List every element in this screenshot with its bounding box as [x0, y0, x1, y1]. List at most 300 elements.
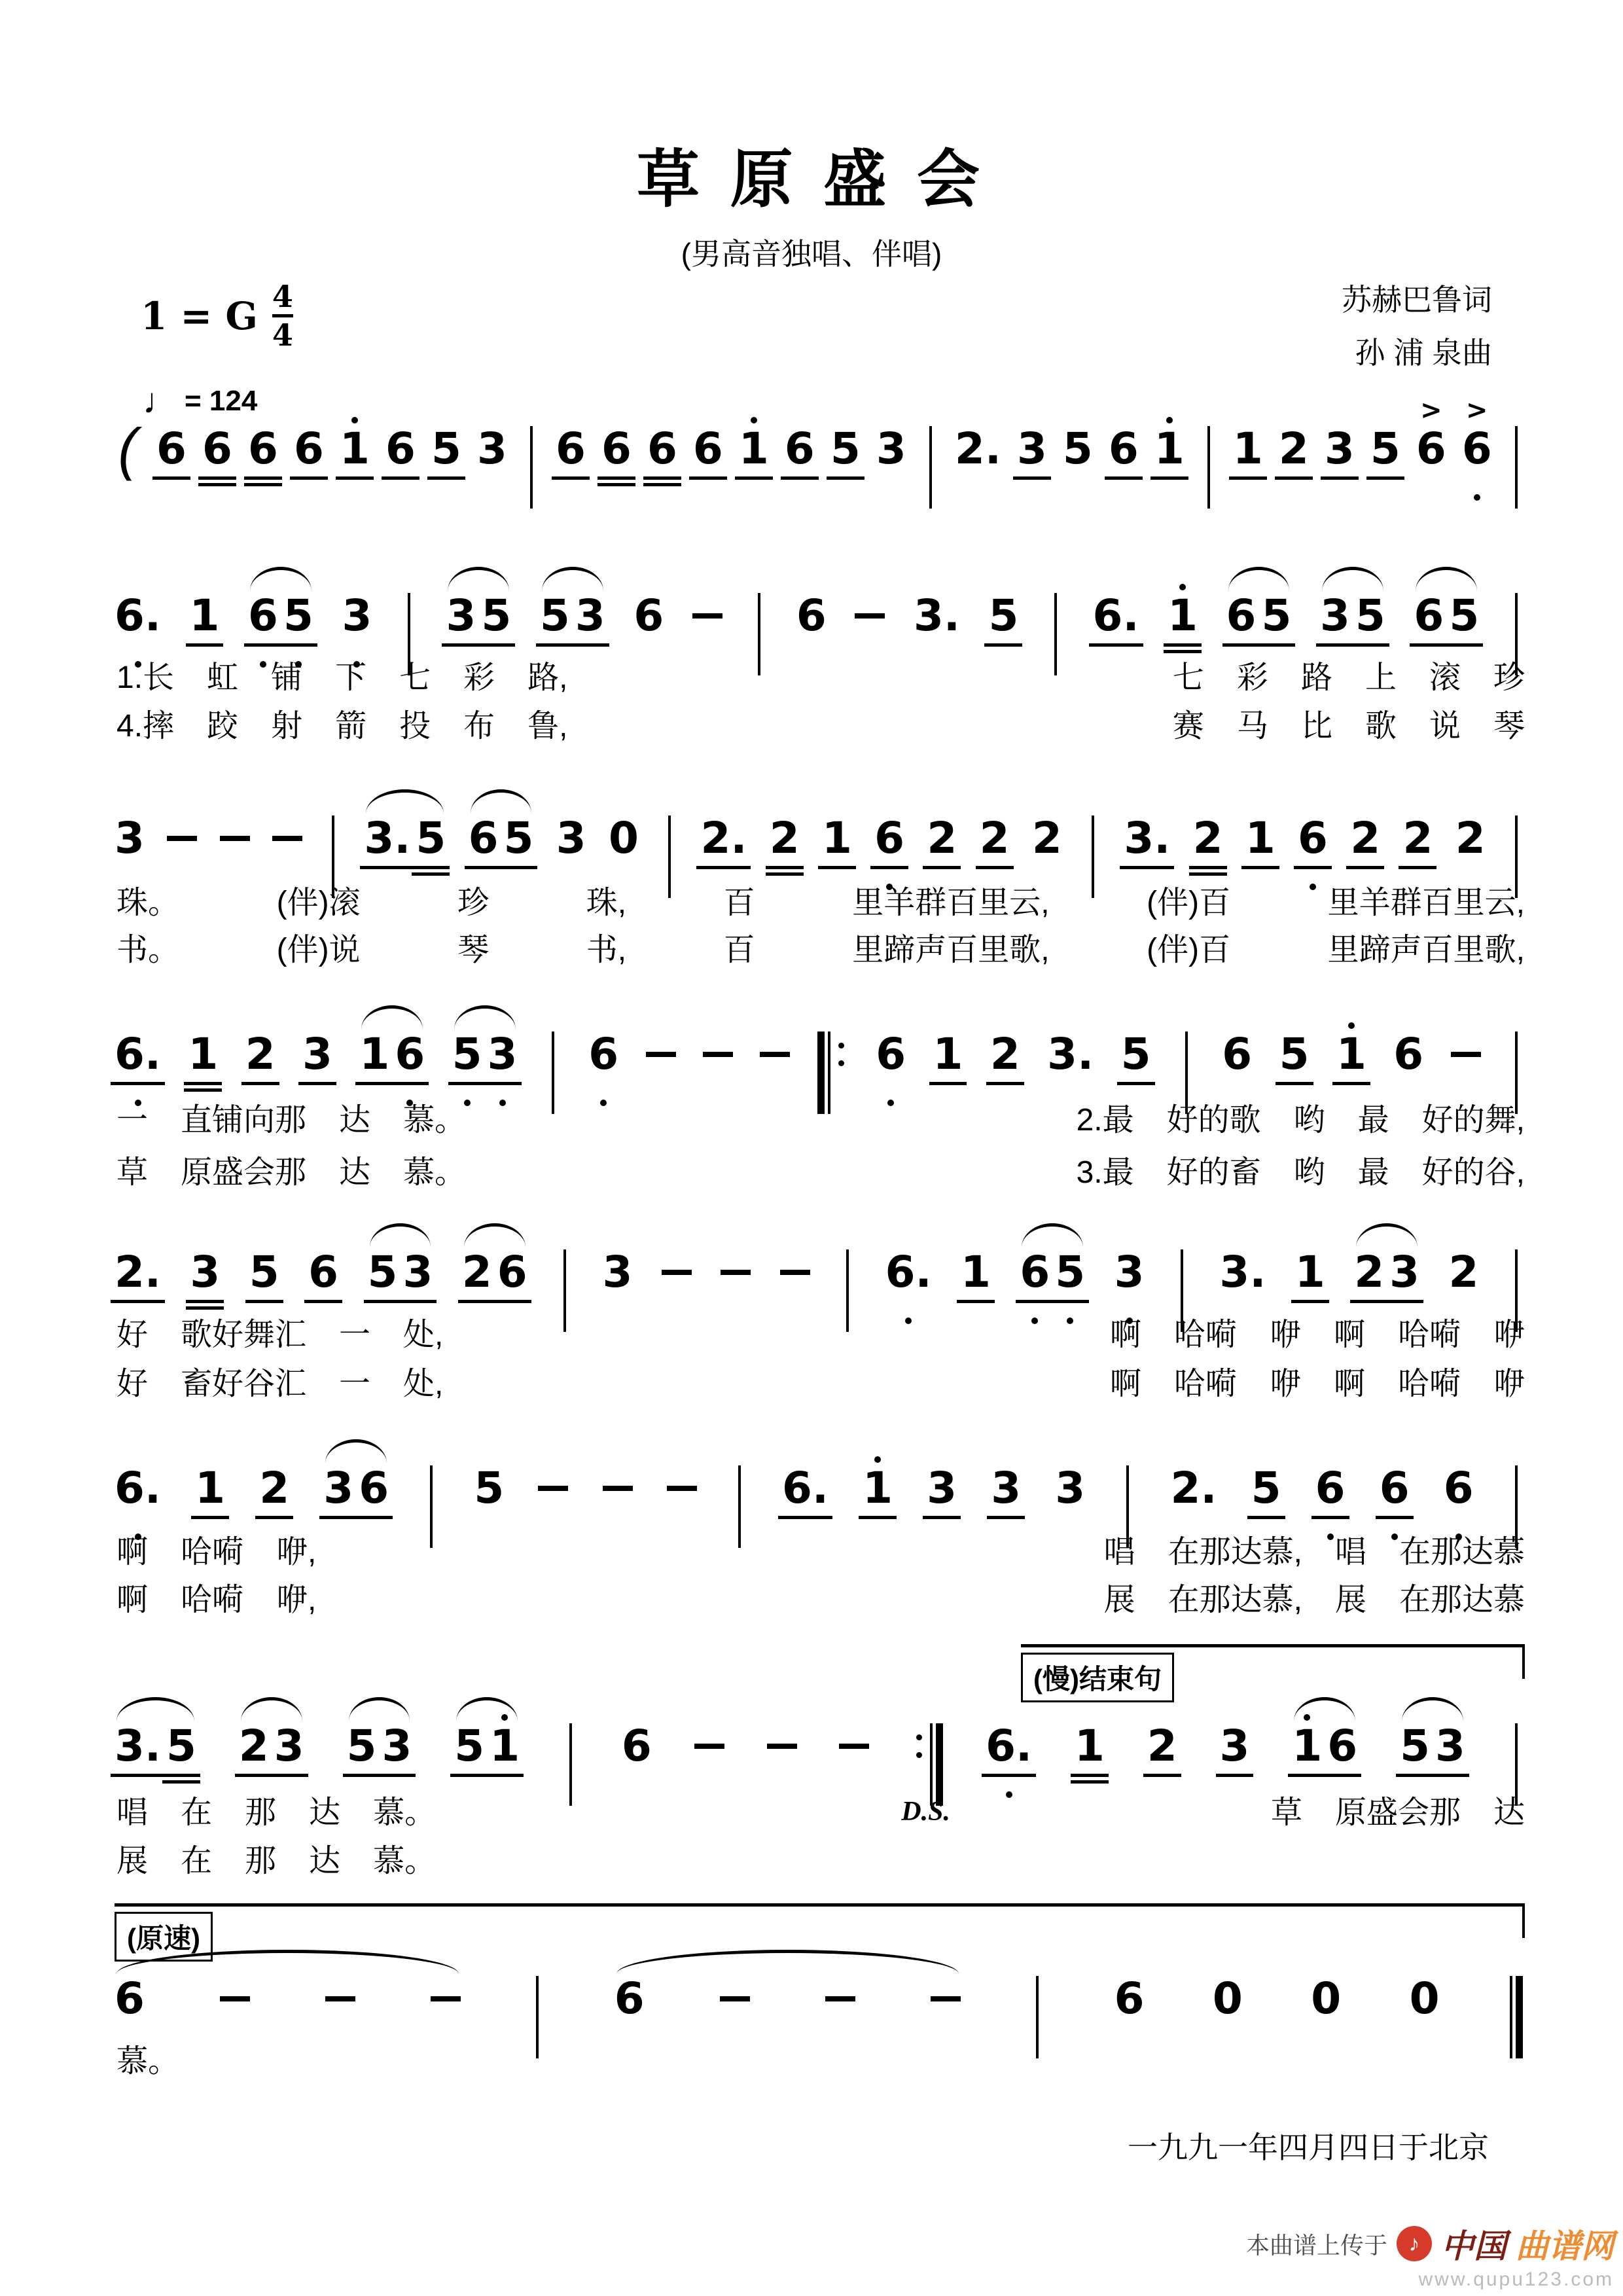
note-digit: 6.	[1092, 590, 1139, 641]
note-digit: 6	[876, 1029, 906, 1079]
note	[477, 397, 507, 507]
note-digit: 5	[416, 813, 446, 863]
lyric-syllable: 咿,	[276, 1535, 317, 1570]
note-digit: 5	[474, 1463, 505, 1513]
note-digit: 0	[1311, 1973, 1342, 2024]
beam-line	[766, 866, 804, 869]
lyric-syllable: 一	[339, 1367, 371, 1401]
beam-line	[355, 1082, 393, 1085]
lyric-syllable: 啊	[1109, 1367, 1141, 1401]
beam-line	[923, 1516, 961, 1519]
lyric-syllable: 2.最	[1076, 1103, 1134, 1138]
barline	[523, 397, 540, 507]
credits	[1342, 274, 1492, 379]
lyrics-row	[116, 1526, 1525, 1571]
note-digit: 5	[481, 590, 512, 641]
site-name-net[interactable]: 曲谱网	[1516, 2228, 1614, 2265]
note-digit: 6	[647, 423, 677, 474]
beam-line	[976, 866, 1014, 869]
note-digit: 3	[487, 1029, 518, 1079]
lyric-syllable: 咿	[1269, 1318, 1301, 1352]
lyric-syllable: 哟	[1293, 1155, 1325, 1190]
song-title: 草 原 盛 会	[636, 145, 986, 215]
note-digit: 6.	[885, 1247, 932, 1297]
beam-line	[198, 483, 236, 486]
note	[385, 397, 416, 507]
beam-line	[319, 1516, 357, 1519]
note-digit: 2	[1448, 1247, 1479, 1297]
note-digit: 0	[608, 813, 639, 863]
lyric-syllable: 哈嗬	[1397, 1367, 1461, 1401]
note-digit: 6	[1327, 1721, 1358, 1771]
beam-line	[1321, 476, 1359, 480]
lyric-syllable: 1.长	[116, 660, 175, 695]
beam-line	[1164, 643, 1202, 647]
dash-mark	[646, 1052, 676, 1057]
note-digit: 2	[245, 1029, 276, 1079]
note-digit: 6	[601, 423, 632, 474]
lyric-syllable: 咿	[1493, 1367, 1525, 1401]
lyric-syllable: 路	[1300, 660, 1332, 695]
dash-mark	[721, 1270, 751, 1275]
beam-line	[186, 1300, 224, 1303]
note-digit: 3.	[1124, 813, 1171, 863]
note-digit: 2	[979, 813, 1010, 863]
repeat-dot	[838, 1060, 844, 1066]
lyric-syllable: 里蹄声百里歌,	[1327, 933, 1525, 967]
beam-line	[244, 483, 282, 486]
beam-line	[982, 1774, 1036, 1777]
lyric-syllable: 在那达慕	[1399, 1535, 1525, 1570]
lyric-syllable: 里蹄声百里歌,	[852, 933, 1050, 967]
lyric-syllable: 琴	[457, 933, 490, 967]
beam-line	[244, 643, 282, 647]
note-digit: 3	[602, 1247, 633, 1297]
note-digit: 3	[382, 1721, 412, 1771]
beam-line	[859, 1516, 897, 1519]
note	[785, 397, 815, 507]
open-paren	[115, 397, 141, 507]
slur-arc	[116, 1950, 459, 1974]
lyric-syllable: 展	[116, 1844, 149, 1878]
beam-line	[1350, 1300, 1388, 1303]
site-watermark	[1246, 2220, 1614, 2291]
lyric-syllable: 草	[116, 1155, 149, 1190]
note-digit: 6.	[986, 1721, 1033, 1771]
beam-line	[1117, 1082, 1155, 1085]
high-octave-dot	[1348, 1022, 1355, 1029]
note	[647, 397, 677, 507]
note	[1109, 397, 1139, 507]
note-digit: 3.	[913, 590, 960, 641]
bar-stroke	[929, 426, 932, 509]
lyric-syllable: 赛	[1172, 709, 1204, 744]
note-digit: 6	[1020, 1247, 1050, 1297]
site-url[interactable]: www.qupu123.com	[1418, 2269, 1614, 2290]
lyric-syllable: 处,	[403, 1318, 444, 1352]
watermark-prefix: 本曲谱上传于	[1245, 2231, 1387, 2259]
lyric-syllable: 处,	[403, 1367, 444, 1401]
lyric-syllable: 慕。	[116, 2044, 180, 2079]
note-digit: 2.	[115, 1247, 161, 1297]
note-digit: 3	[927, 1463, 957, 1513]
note-digit: 3	[876, 423, 906, 474]
note-digit: 3.	[115, 1721, 161, 1771]
dash-mark	[431, 1996, 461, 2001]
note-digit: 2	[1147, 1721, 1177, 1771]
note-digit: 6.	[115, 590, 161, 641]
lyric-syllable: 跤	[207, 709, 239, 744]
note	[830, 397, 861, 507]
note	[1154, 397, 1185, 507]
note-digit: 1	[1232, 423, 1263, 474]
note-digit: 6	[874, 813, 905, 863]
beam-line	[1120, 866, 1174, 869]
note-digit: 1	[359, 1029, 390, 1079]
beam-line	[552, 476, 590, 480]
barline	[1508, 397, 1525, 507]
note	[202, 397, 232, 507]
note	[1279, 397, 1309, 507]
note-digit: 5	[1120, 1029, 1151, 1079]
note-digit: 6	[1414, 590, 1444, 641]
note-digit: 3	[1219, 1721, 1250, 1771]
note-digit: 5	[539, 590, 570, 641]
beam-line	[1396, 1774, 1434, 1777]
lyric-syllable: 珍	[457, 886, 490, 920]
note-digit: 6	[1298, 813, 1328, 863]
repeat-dot	[916, 1752, 922, 1758]
lyric-syllable: 铺	[271, 660, 303, 695]
note-digit: 6	[1315, 1463, 1346, 1513]
dash-mark	[272, 836, 302, 841]
lyric-syllable: 珍	[1493, 660, 1525, 695]
barline	[1200, 397, 1217, 507]
beam-line	[477, 643, 515, 647]
lyric-syllable: 达	[309, 1844, 341, 1878]
dash-mark	[855, 613, 885, 619]
lyric-syllable: 彩	[463, 660, 495, 695]
beam-line	[827, 476, 865, 480]
lyric-syllable: 啊	[1333, 1367, 1365, 1401]
lyric-syllable: 歌	[1364, 709, 1397, 744]
lyrics-row	[116, 1094, 1525, 1139]
lyric-syllable: 咿	[1493, 1318, 1525, 1352]
note-digit: 6	[1393, 1029, 1424, 1079]
beam-line	[298, 1082, 336, 1085]
beam-line	[191, 1516, 229, 1519]
beam-line	[235, 1774, 273, 1777]
site-name-cn[interactable]: 中国	[1441, 2228, 1507, 2265]
note-digit: 1	[1292, 1721, 1323, 1771]
note	[1233, 397, 1263, 507]
lyric-syllable: 慕。	[373, 1844, 437, 1878]
note	[955, 397, 1001, 507]
lyric-syllable: 展	[1103, 1583, 1135, 1617]
lyric-syllable: 里羊群百里云,	[1327, 886, 1525, 920]
dash-mark	[767, 1744, 797, 1749]
note-digit: 6	[1443, 1463, 1474, 1513]
lyric-syllable: 虹	[207, 660, 239, 695]
note-digit: 5	[367, 1247, 398, 1297]
lyric-syllable: 比	[1300, 709, 1332, 744]
note-digit: 5	[283, 590, 313, 641]
lyric-syllable: 最	[1357, 1155, 1389, 1190]
lyric-syllable: 咿	[1269, 1367, 1301, 1401]
note-digit: 3	[1114, 1247, 1145, 1297]
lyric-syllable: 百	[723, 886, 755, 920]
lyric-syllable: 原盛会那	[181, 1155, 307, 1190]
note-digit: 6	[395, 1029, 425, 1079]
beam-line	[448, 1082, 486, 1085]
lyric-syllable: 好的舞,	[1421, 1103, 1525, 1138]
note-digit: 6	[1114, 1973, 1145, 2024]
slur-arc	[616, 1950, 959, 1974]
beam-line	[245, 1300, 283, 1303]
beam-line	[162, 1774, 200, 1777]
beam-line	[391, 1082, 429, 1085]
note-digit: 1	[1154, 423, 1185, 474]
beam-line	[1288, 1774, 1326, 1777]
beam-line	[781, 476, 819, 480]
note-digit: 6	[115, 1973, 145, 2024]
note-digit: 6	[555, 423, 586, 474]
lyric-syllable: 鲁,	[527, 709, 568, 744]
beam-line	[1150, 476, 1188, 480]
note-digit: 6	[1416, 423, 1446, 474]
lyric-syllable: 歌好舞汇	[181, 1318, 307, 1352]
beam-line	[186, 643, 224, 647]
note-digit: 6	[497, 1247, 527, 1297]
beam-line	[1311, 1516, 1349, 1519]
note-digit: 5	[1062, 423, 1093, 474]
beam-line	[689, 476, 727, 480]
note-digit: 5	[1449, 590, 1480, 641]
lyric-syllable: 哈嗬	[181, 1535, 244, 1570]
beam-line	[290, 476, 328, 480]
note-digit: 6	[385, 423, 416, 474]
note-digit: 2.	[1170, 1463, 1217, 1513]
beam-line	[1275, 1082, 1313, 1085]
beam-line	[923, 866, 961, 869]
repeat-dot	[838, 1043, 844, 1049]
note-digit: 1	[1294, 1247, 1325, 1297]
note-digit: 3.	[1219, 1247, 1266, 1297]
bar-stroke	[1515, 426, 1518, 509]
lyric-syllable: 3.最	[1076, 1155, 1134, 1190]
note	[1462, 397, 1492, 507]
lyrics-row	[116, 924, 1525, 969]
note-digit: 5	[454, 1721, 485, 1771]
lyric-syllable: 那	[245, 1844, 277, 1878]
note-digit: 6	[1379, 1463, 1410, 1513]
note-digit: 6	[796, 590, 827, 641]
lyric-syllable: 七	[399, 660, 431, 695]
dash-mark	[839, 1744, 869, 1749]
beam-line	[984, 643, 1022, 647]
beam-line	[1229, 476, 1267, 480]
dash-mark	[1451, 1052, 1481, 1057]
time-denominator: 4	[272, 317, 293, 353]
low-octave-dot	[1474, 494, 1480, 501]
note-digit: 3	[1319, 590, 1350, 641]
repeat-dots	[916, 1722, 922, 1770]
lyric-syllable: 原盛会那	[1334, 1795, 1461, 1830]
lyric-syllable: 好	[116, 1367, 149, 1401]
beam-line	[1316, 643, 1354, 647]
beam-line	[484, 1082, 522, 1085]
note-digit: 6	[588, 1029, 619, 1079]
lyric-syllable: 在那达慕,	[1168, 1583, 1302, 1617]
note-digit: 5	[1370, 423, 1400, 474]
beam-line	[198, 476, 236, 480]
lyric-syllable: 路,	[527, 660, 568, 695]
beam-line	[486, 1774, 524, 1777]
dash-mark	[692, 613, 722, 619]
beam-line	[536, 643, 574, 647]
beam-line	[111, 1300, 165, 1303]
beam-line	[597, 476, 635, 480]
beam-line	[696, 866, 751, 869]
music-line-1	[115, 397, 1525, 507]
high-octave-dot	[1166, 417, 1173, 423]
lyrics-row	[116, 652, 1525, 697]
note-digit: 2	[1192, 813, 1223, 863]
beam-line	[957, 1300, 995, 1303]
note-digit: 1	[1336, 1029, 1366, 1079]
note-digit: 5	[249, 1247, 279, 1297]
note-digit: 6	[468, 813, 499, 863]
note-digit: 2	[1278, 423, 1309, 474]
lyric-syllable: 上	[1364, 660, 1397, 695]
beam-line	[986, 1082, 1024, 1085]
note-digit: 2	[1455, 813, 1486, 863]
beam-line	[1247, 1516, 1285, 1519]
note-digit: 0	[1212, 1973, 1243, 2024]
beam-line	[378, 1774, 416, 1777]
beam-line	[1241, 866, 1279, 869]
lyrics-row	[116, 700, 1525, 745]
note-digit: 6	[784, 423, 815, 474]
note-digit: 0	[1409, 1973, 1440, 2024]
beam-line	[493, 1300, 531, 1303]
note-digit: 5	[988, 590, 1019, 641]
lyric-syllable: 哈嗬	[1173, 1367, 1237, 1401]
lyric-syllable: 好的谷,	[1421, 1155, 1525, 1190]
note-digit: 3	[476, 423, 507, 474]
note-digit: 2	[461, 1247, 492, 1297]
note-digit: 1	[821, 813, 852, 863]
note-digit: 6	[614, 1973, 645, 2024]
beam-line	[1323, 1774, 1361, 1777]
note-digit: 6	[248, 423, 278, 474]
beam-line	[241, 1082, 279, 1085]
key-signature	[141, 279, 293, 353]
slow-ending-label: (慢)结束句	[1021, 1653, 1174, 1702]
lyric-syllable: 慕。	[403, 1103, 467, 1138]
note-digit: 3	[323, 1463, 354, 1513]
lyric-syllable: 达	[339, 1155, 371, 1190]
beam-line	[766, 872, 804, 876]
note-digit: 2.	[954, 423, 1001, 474]
note-digit: 5	[1400, 1721, 1431, 1771]
note-digit: 6	[1226, 590, 1257, 641]
lyric-syllable: 一	[116, 1103, 149, 1138]
beam-line	[643, 476, 681, 480]
beam-line	[111, 1774, 165, 1777]
note	[1325, 397, 1355, 507]
note-digit: 6.	[115, 1463, 161, 1513]
note	[693, 397, 723, 507]
lyric-syllable: 珠。	[116, 886, 180, 920]
note-digit: 6	[359, 1463, 389, 1513]
lyric-syllable: (伴)百	[1147, 886, 1231, 920]
lyric-syllable: 布	[463, 709, 495, 744]
note-digit: 5	[1055, 1247, 1086, 1297]
note-digit: 3	[446, 590, 476, 641]
beam-line	[1291, 1300, 1329, 1303]
note	[1063, 397, 1093, 507]
lyric-syllable: 琴	[1493, 709, 1525, 744]
beam-line	[450, 1774, 488, 1777]
note-digit: 3	[1389, 1247, 1420, 1297]
beam-line	[279, 643, 317, 647]
note-digit: 3	[1016, 423, 1047, 474]
beam-line	[244, 476, 282, 480]
note-digit: 6	[1461, 423, 1492, 474]
dash-mark	[167, 836, 197, 841]
note-digit: 5	[452, 1029, 482, 1079]
beam-line	[735, 476, 773, 480]
mark-tick	[1522, 1907, 1525, 1938]
lyric-syllable: 啊	[116, 1583, 149, 1617]
beam-line	[111, 1082, 165, 1085]
lyric-syllable: 里羊群百里云,	[852, 886, 1050, 920]
note-digit: 6	[156, 423, 187, 474]
beam-line	[343, 1774, 381, 1777]
beam-line	[571, 643, 609, 647]
note-digit: 3	[342, 590, 372, 641]
note-digit: 3	[274, 1721, 304, 1771]
accent-mark: >	[1420, 395, 1442, 425]
lyric-syllable: 啊	[1333, 1318, 1365, 1352]
note-digit: 2	[990, 1029, 1020, 1079]
note	[340, 397, 370, 507]
lyric-syllable: 马	[1236, 709, 1268, 744]
lyric-syllable: 那	[245, 1795, 277, 1830]
music-note-icon[interactable]: ♪	[1397, 2226, 1432, 2261]
beam-line	[1189, 872, 1227, 876]
note-digit: 6	[1222, 1029, 1253, 1079]
note-digit: 1	[1168, 590, 1198, 641]
beam-line	[1431, 1774, 1469, 1777]
beam-line	[1051, 1300, 1089, 1303]
note-digit: 5	[503, 813, 534, 863]
dash-mark	[220, 1996, 250, 2001]
lyric-syllable: 达	[1493, 1795, 1525, 1830]
beam-line	[1376, 1516, 1414, 1519]
note	[294, 397, 324, 507]
note	[739, 397, 769, 507]
note-digit: 3	[115, 813, 145, 863]
lyric-syllable: 珠,	[586, 886, 627, 920]
lyric-syllable: 哈嗬	[1173, 1318, 1237, 1352]
bar-stroke	[1207, 426, 1210, 509]
note-digit: 6	[294, 423, 324, 474]
note	[431, 397, 461, 507]
slow-ending-mark	[1021, 1644, 1525, 1702]
beam-line	[1071, 1780, 1109, 1784]
